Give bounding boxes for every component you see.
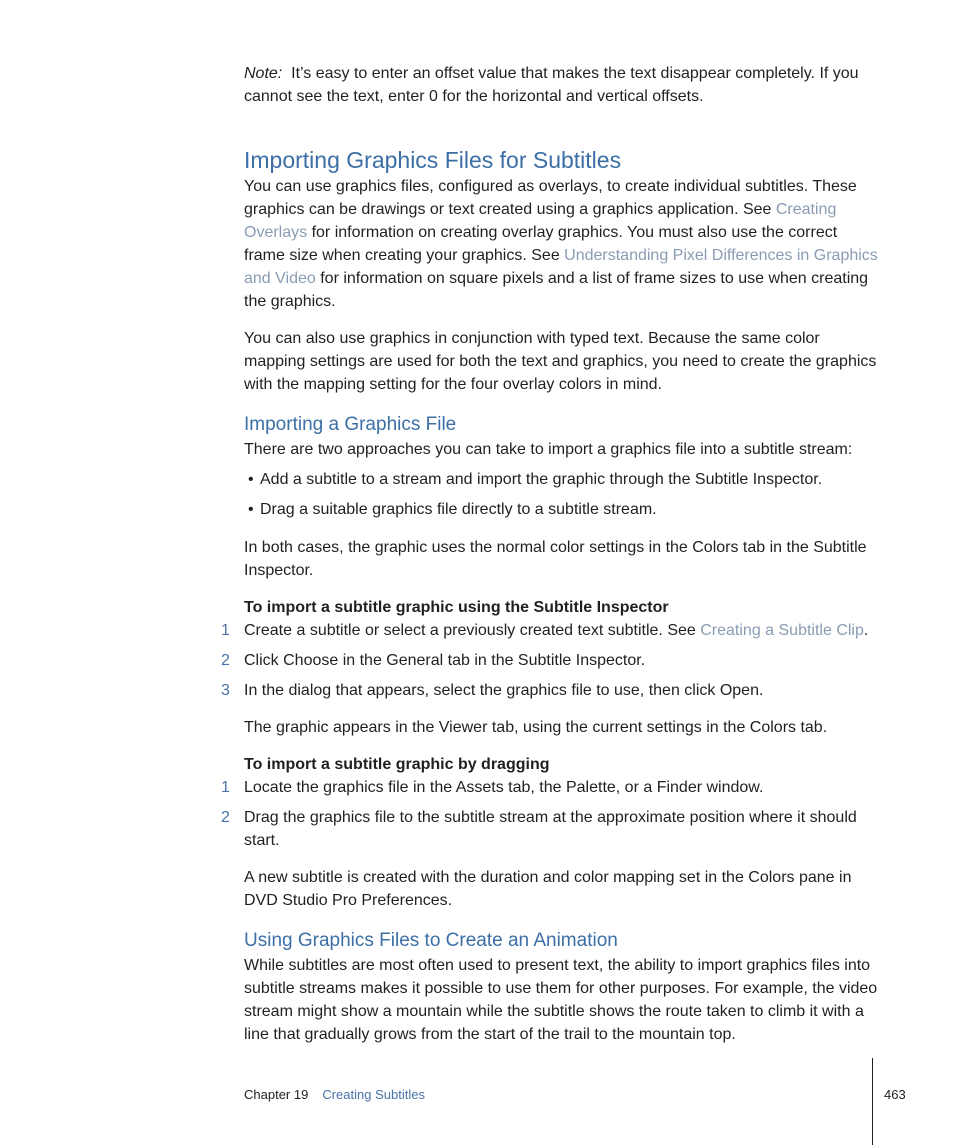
list-item: Drag a suitable graphics file directly to a subtitle stream. <box>260 501 657 518</box>
step-number: 3 <box>221 682 230 699</box>
paragraph-both-cases: In both cases, the graphic uses the normal color settings in the Colors tab in the Subtitle Inspector. <box>244 539 867 579</box>
section-title-importing-graphics: Importing Graphics Files for Subtitles <box>244 147 622 173</box>
step-number: 2 <box>221 809 230 826</box>
step-text: Click Choose in the General tab in the Subtitle Inspector. <box>244 652 646 669</box>
step-number: 1 <box>221 779 230 796</box>
paragraph-graphics-overlays <box>244 175 880 313</box>
chapter-label: Chapter 19 <box>244 1087 309 1102</box>
paragraph-color-mapping: You can also use graphics in conjunction with typed text. Because the same color mapping settings are used for both the text and graphics, you need to create the graphics with the mapping setting for the four overlay colors in mind. <box>244 330 877 393</box>
step-result: A new subtitle is created with the duration and color mapping set in the Colors pane in DVD Studio Pro Preferences. <box>244 869 852 909</box>
text-span: You can use graphics files, configured as overlays, to create individual subtitles. These graphics can be drawings or text created using a graphics application. See <box>244 178 857 218</box>
chapter-title-link[interactable]: Creating Subtitles <box>322 1087 425 1102</box>
step-number: 1 <box>221 622 230 639</box>
task-heading-inspector: To import a subtitle graphic using the Subtitle Inspector <box>244 599 669 616</box>
subsection-title-importing-file: Importing a Graphics File <box>244 414 457 435</box>
note-label: Note: <box>244 65 283 82</box>
subsection-title-animation: Using Graphics Files to Create an Animation <box>244 930 618 951</box>
link-creating-subtitle-clip[interactable]: Creating a Subtitle Clip <box>700 622 864 639</box>
link-creating-overlays[interactable]: Creating Overlays <box>244 201 837 241</box>
step-result: The graphic appears in the Viewer tab, using the current settings in the Colors tab. <box>244 719 828 736</box>
bullet-icon: • <box>248 471 254 488</box>
text-span: for information on creating overlay graphics. You must also use the correct frame size when creating your graphics. See <box>244 224 838 264</box>
footer-divider <box>872 1058 873 1145</box>
footer-chapter <box>244 1087 425 1103</box>
step-number: 2 <box>221 652 230 669</box>
paragraph-approaches: There are two approaches you can take to import a graphics file into a subtitle stream: <box>244 441 853 458</box>
step-text: In the dialog that appears, select the graphics file to use, then click Open. <box>244 682 764 699</box>
step-text: Drag the graphics file to the subtitle stream at the approximate position where it should start. <box>244 809 857 849</box>
bullet-icon: • <box>248 501 254 518</box>
page-number: 463 <box>884 1087 906 1102</box>
text-span: for information on square pixels and a list of frame sizes to use when creating the graphics. <box>244 270 869 310</box>
task-heading-dragging: To import a subtitle graphic by dragging <box>244 756 550 773</box>
note-text: It’s easy to enter an offset value that makes the text disappear completely. If you cannot see the text, enter 0 for the horizontal and vertical offsets. <box>244 65 859 105</box>
step-text <box>244 619 880 642</box>
link-pixel-differences[interactable]: Understanding Pixel Differences in Graphics and Video <box>244 247 878 287</box>
text-span: Create a subtitle or select a previously created text subtitle. See <box>244 622 701 639</box>
list-item: Add a subtitle to a stream and import the graphic through the Subtitle Inspector. <box>260 471 823 488</box>
text-span: . <box>863 622 869 639</box>
step-text: Locate the graphics file in the Assets tab, the Palette, or a Finder window. <box>244 779 764 796</box>
note-paragraph <box>244 62 880 108</box>
paragraph-animation: While subtitles are most often used to present text, the ability to import graphics files into subtitle streams makes it possible to use them for other purposes. For example, the video stream might show a mountain while the subtitle shows the route taken to climb it with a line that gradually grows from the start of the trail to the mountain top. <box>244 957 878 1043</box>
